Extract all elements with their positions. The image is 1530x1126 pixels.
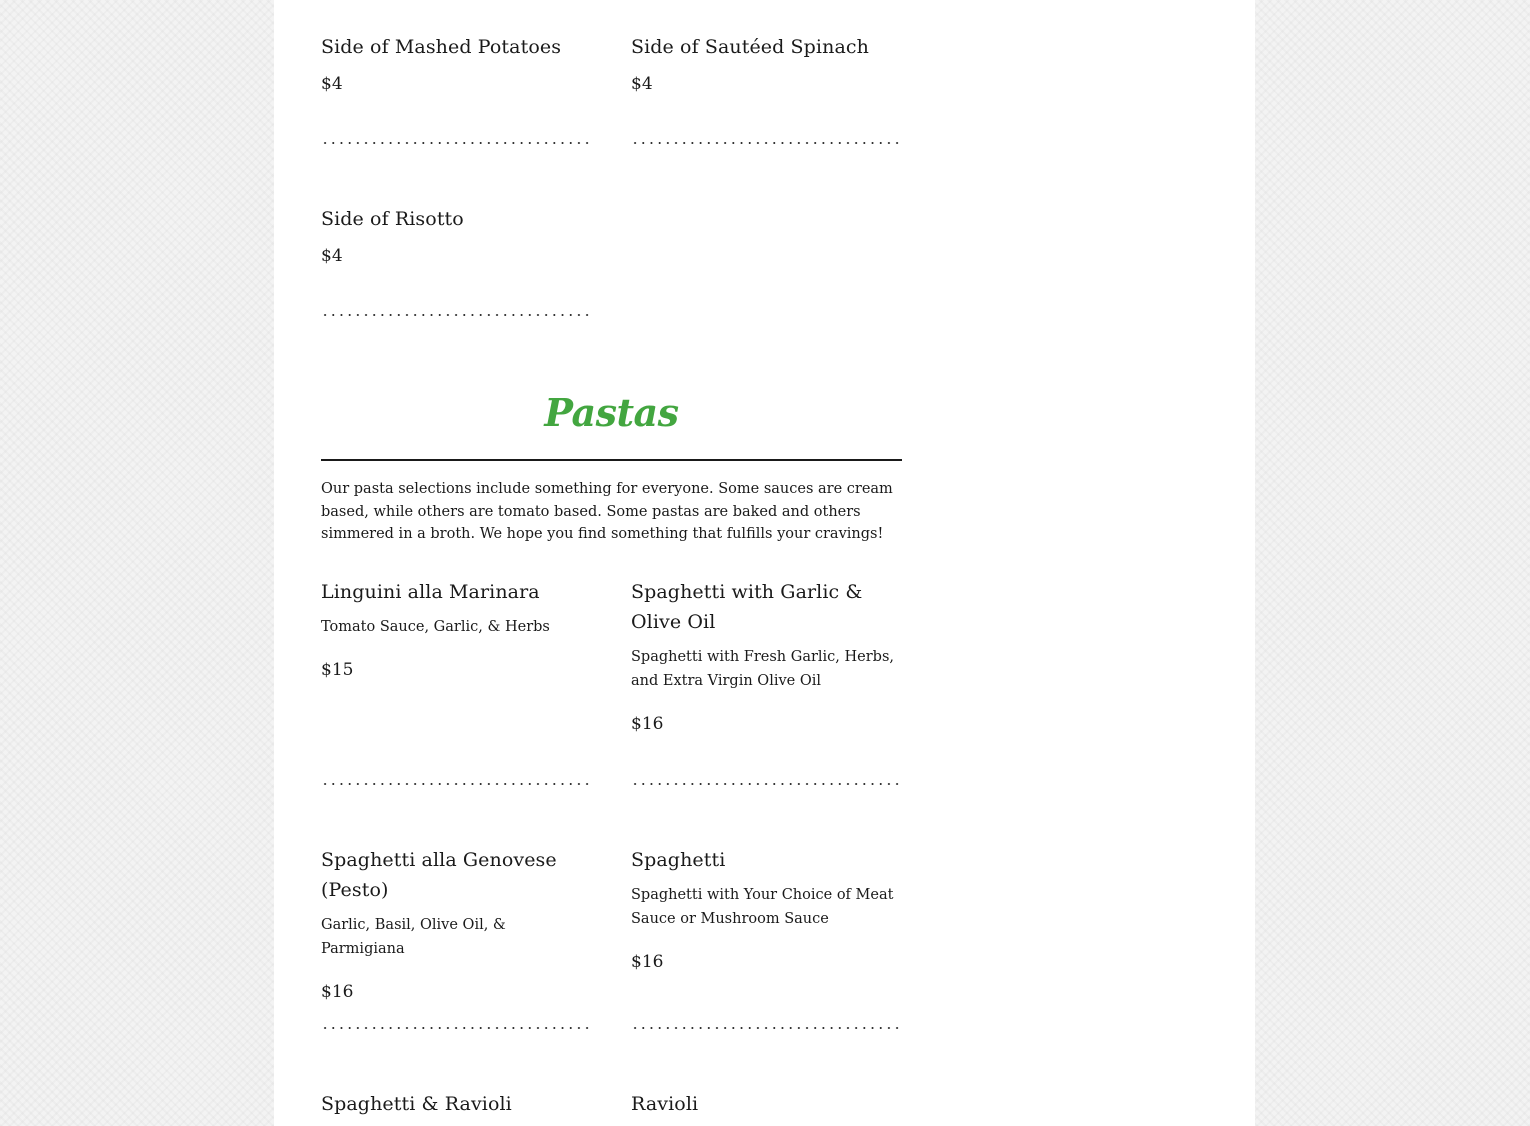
item-price: $4 xyxy=(631,74,653,94)
item-name: Spaghetti alla Genovese (Pesto) xyxy=(321,849,557,901)
item-price: $4 xyxy=(321,246,343,266)
menu-item-side-mashed-potatoes xyxy=(321,32,593,96)
item-name: Ravioli xyxy=(631,1093,699,1115)
menu-page xyxy=(274,0,1255,1126)
section-title-pastas: Pastas xyxy=(544,390,679,435)
item-name: Side of Mashed Potatoes xyxy=(321,36,562,58)
menu-item-spaghetti-genovese xyxy=(321,845,593,1004)
item-price: $16 xyxy=(321,982,354,1002)
menu-item-spaghetti-garlic-olive-oil xyxy=(631,577,903,736)
item-name: Spaghetti with Garlic & Olive Oil xyxy=(631,581,863,633)
item-description: Spaghetti with Fresh Garlic, Herbs, and Extra Virgin Olive Oil xyxy=(631,649,895,689)
item-divider xyxy=(321,142,591,144)
item-description: Garlic, Basil, Olive Oil, & Parmigiana xyxy=(321,917,506,957)
section-description: Our pasta selections include something for everyone. Some sauces are cream based, while others are tomato based. Some pastas are baked and others simmered in a broth. We hope you find something that fulfills your cravings! xyxy=(321,481,893,542)
item-divider xyxy=(631,1027,901,1029)
item-price: $16 xyxy=(631,952,664,972)
section-divider xyxy=(321,459,902,461)
item-divider xyxy=(631,142,901,144)
item-name: Spaghetti xyxy=(631,849,726,871)
item-price: $4 xyxy=(321,74,343,94)
item-price: $15 xyxy=(321,660,354,680)
item-name: Spaghetti & Ravioli xyxy=(321,1093,512,1115)
menu-item-ravioli xyxy=(631,1089,903,1119)
menu-item-side-risotto xyxy=(321,204,593,268)
item-description: Tomato Sauce, Garlic, & Herbs xyxy=(321,619,550,635)
item-description: Spaghetti with Your Choice of Meat Sauce or Mushroom Sauce xyxy=(631,887,894,927)
menu-item-spaghetti xyxy=(631,845,903,974)
item-divider xyxy=(631,783,901,785)
item-name: Side of Sautéed Spinach xyxy=(631,36,869,58)
item-divider xyxy=(321,783,591,785)
item-divider xyxy=(321,1027,591,1029)
menu-item-spaghetti-ravioli xyxy=(321,1089,593,1119)
item-price: $16 xyxy=(631,714,664,734)
menu-item-side-sauteed-spinach xyxy=(631,32,903,96)
item-name: Side of Risotto xyxy=(321,208,464,230)
menu-item-linguini-marinara xyxy=(321,577,593,682)
item-name: Linguini alla Marinara xyxy=(321,581,540,603)
item-divider xyxy=(321,314,591,316)
